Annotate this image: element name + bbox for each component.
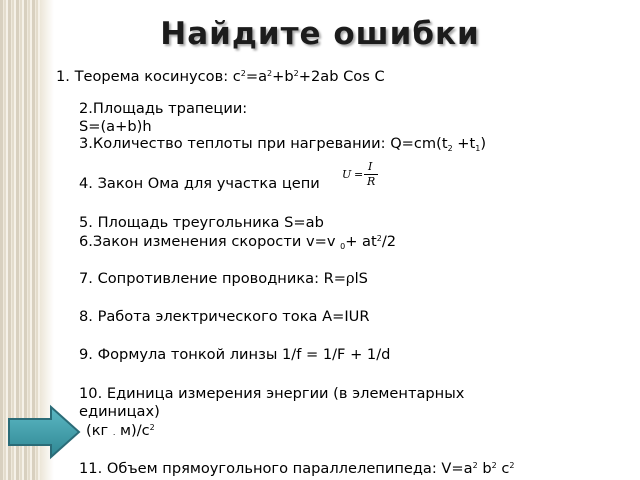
item-3: 3.Количество теплоты при нагревании: $Q=cm(t_2 +t_1)$ <box>79 135 487 153</box>
ohm-law-formula: U = I R <box>342 160 382 190</box>
right-arrow-icon[interactable] <box>6 404 82 460</box>
item-7: 7. Сопротивление проводника: R=ρlS <box>79 270 368 287</box>
slide-title: Найдите ошибки <box>160 16 480 52</box>
item-10-line-1: 10. Единица измерения энергии (в элементарных <box>79 385 465 402</box>
item-2-line-2: S=(a+b)h <box>79 118 152 135</box>
item-1: 1. Теорема косинусов: $c^2=a^2+b^2+2ab$ Cos C <box>56 68 385 85</box>
item-10-line-2: единицах) <box>79 403 160 420</box>
item-9: 9. Формула тонкой линзы 1/f = 1/F + 1/d <box>79 346 391 363</box>
item-2-line-1: 2.Площадь трапеции: <box>79 100 248 117</box>
item-5: 5. Площадь треугольника S=ab <box>79 214 324 231</box>
item-4: 4. Закон Ома для участка цепи <box>79 175 320 192</box>
item-6: 6.Закон изменения скорости v=v $_0+ at^2/2$ <box>79 233 397 251</box>
item-11: 11. Объем прямоугольного параллелепипеда: $V=a^2$ $b^2$ $c^2$ <box>79 460 515 477</box>
item-8: 8. Работа электрического тока A=IUR <box>79 308 370 325</box>
item-10-unit: (кг . $м)/с^2$ <box>86 422 155 439</box>
